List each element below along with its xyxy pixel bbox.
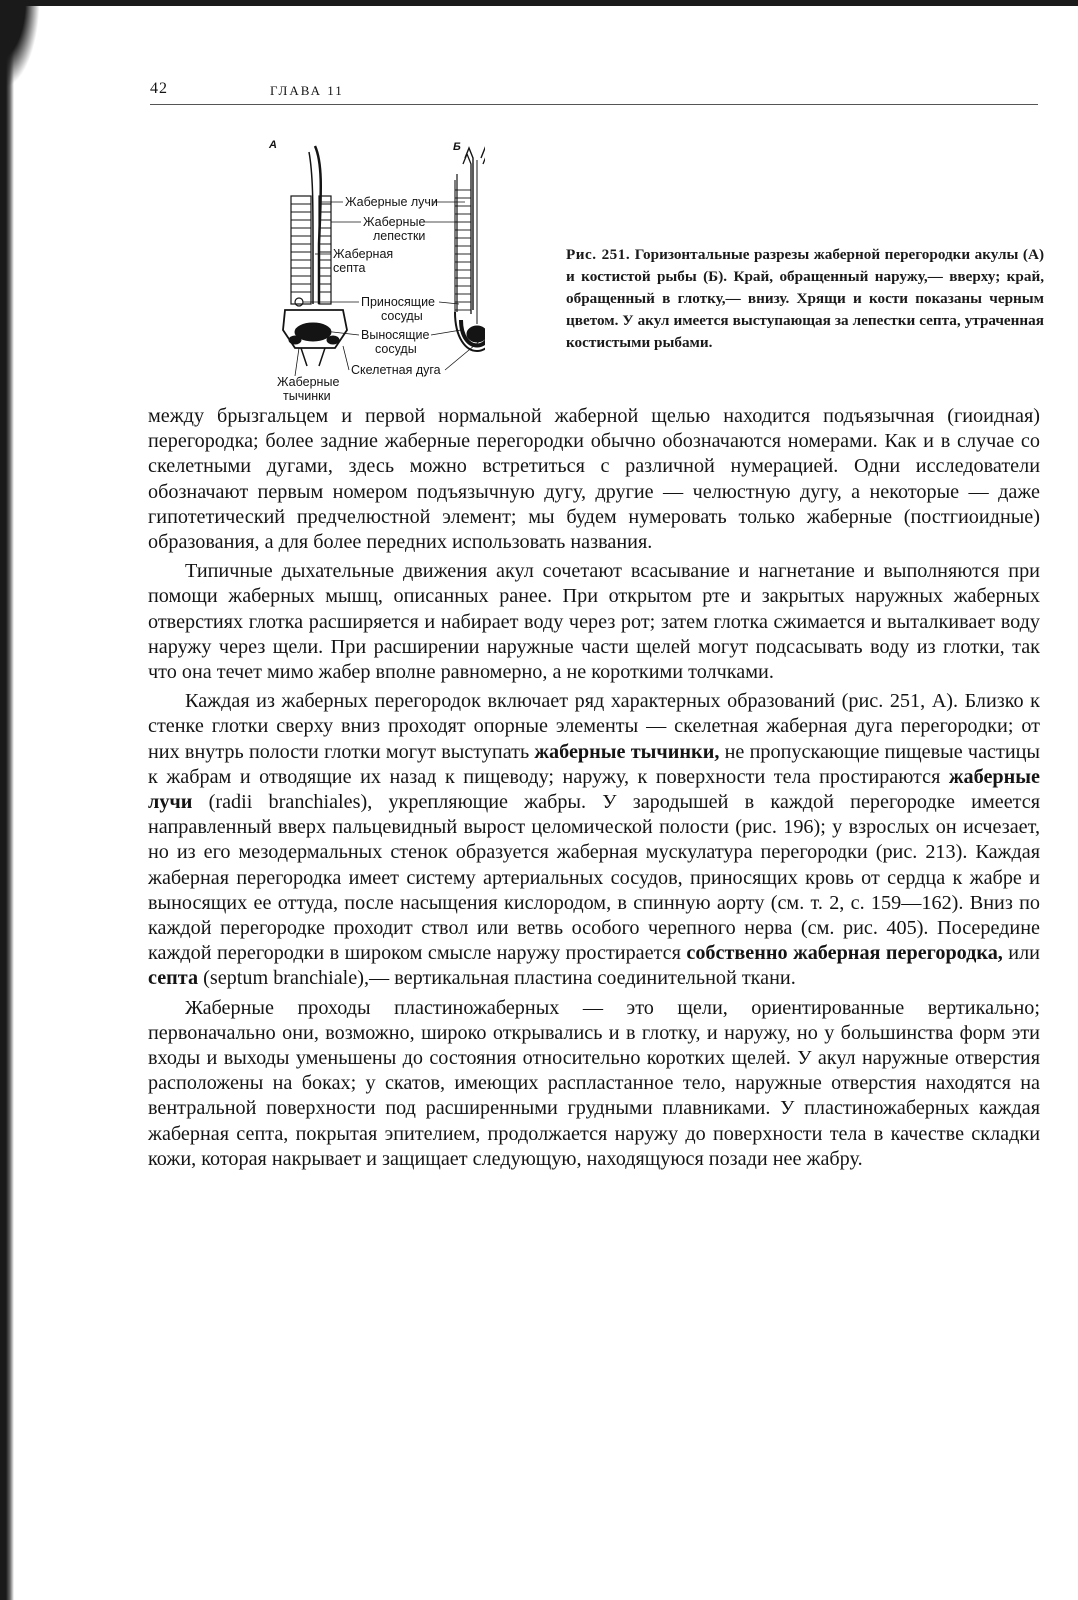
label-gill-filaments-1: Жаберные bbox=[363, 215, 426, 229]
term-gill-rays: жаберные лучи bbox=[148, 765, 1040, 814]
paragraph-3-part-d: (radii branchiales), укрепляющие жабры. У зародышей в каждой перегородке имеется направленный вверх пальцевидный вырост целомической полости (рис. 196); у взрослых он исчезает, но из его мезодермальных стенок образуется жаберная мускулатура перегородки (рис. 213). Каждая жаберная перегородка имеет систему артериальных сосудов, приносящих кровь от сердца к жабре и выносящих ее оттуда, после насыщения кислородом, в спинную аорту (см. т. 2, с. 159—162). Вниз по каждой перегородке проходит ствол или ветвь особого черепного нерва (см. рис. 405). Посередине каждой перегородки в широком смысле наружу простирается bbox=[148, 791, 1040, 965]
paragraph-4: Жаберные проходы пластиножаберных — это щели, ориентированные вертикально; первоначально они, возможно, широко открывались и в глотку, и наружу, но у большинства форм эти входы и выходы уменьшены до состояния относительно коротких щелей. У акул наружные отверстия расположены на боках; у скатов, имеющих распластанное тело, наружные отверстия находятся на вентральной поверхности под расширенными грудными плавниками. У пластиножаберных каждая жаберная септа, покрытая эпителием, продолжается наружу до поверхности тела в качестве складки кожи, которая накрывает и защищает следующую, находящуюся позади нее жабру. bbox=[148, 996, 1040, 1170]
term-gill-rakers: жаберные тычинки, bbox=[534, 740, 720, 763]
scan-edge-top bbox=[0, 0, 1078, 6]
paragraph-3-part-e: или bbox=[1002, 942, 1040, 965]
gill-septum-diagram bbox=[255, 134, 485, 404]
label-gill-filaments-2: лепестки bbox=[373, 229, 426, 243]
panel-b-figure bbox=[455, 148, 485, 351]
caption-text: Горизонтальные разрезы жаберной перегородки акулы (А) и костистой рыбы (Б). Край, обращенный наружу,— вверху; край, обращенный в глотку,— внизу. Хрящи и кости показаны черным цветом. У акул имеется выступающая за лепестки септа, утраченная костистыми рыбами. bbox=[566, 246, 1045, 351]
label-afferent-1: Приносящие bbox=[361, 295, 436, 309]
label-efferent-1: Выносящие bbox=[361, 328, 430, 342]
running-head bbox=[150, 80, 1040, 104]
term-gill-septum: собственно жаберная перегородка, bbox=[686, 942, 1003, 965]
page-number: 42 bbox=[150, 80, 168, 97]
paragraph-3-part-c: не пропускающие пищевые частицы к жабрам и отводящие их назад к пищеводу; наружу, к поверхности тела простираются bbox=[148, 740, 1040, 788]
label-septum-1: Жаберная bbox=[333, 247, 394, 261]
body-text bbox=[148, 404, 1040, 1176]
figure-caption bbox=[566, 244, 1044, 354]
term-septa: септа bbox=[148, 967, 199, 990]
label-gill-rakers-1: Жаберные bbox=[277, 375, 340, 389]
panel-b-gill bbox=[455, 154, 485, 318]
label-skeletal-arch: Скелетная дуга bbox=[351, 363, 441, 377]
paragraph-3-part-f: (septum branchiale),— вертикальная пластина соединительной ткани. bbox=[198, 967, 796, 990]
paragraph-3 bbox=[148, 689, 1040, 991]
header-rule bbox=[150, 104, 1038, 105]
label-gill-rakers-2: тычинки bbox=[283, 389, 331, 403]
paragraph-2: Типичные дыхательные движения акул сочетают всасывание и нагнетание и выполняются при помощи жаберных мышц, описанных ранее. При открытом рте и закрытых наружных жаберных отверстиях глотка расширяется и набирает воду через рот; затем глотка сжимается и выталкивает воду наружу через щели. При расширении наружные части щелей могут подсасывать воду из глотки, так что она течет мимо жабер вполне равномерно, а не короткими толчками. bbox=[148, 560, 1040, 684]
chapter-label: ГЛАВА 11 bbox=[270, 83, 344, 98]
scan-edge-left bbox=[0, 0, 14, 1600]
figure-251 bbox=[255, 134, 485, 404]
label-efferent-2: сосуды bbox=[375, 342, 417, 356]
panel-b-label: Б bbox=[453, 141, 461, 153]
scan-edge-corner bbox=[0, 0, 40, 90]
label-afferent-2: сосуды bbox=[381, 309, 423, 323]
label-gill-rays: Жаберные лучи bbox=[345, 195, 438, 209]
label-septum-2: септа bbox=[333, 261, 366, 275]
panel-a-label: А bbox=[269, 139, 277, 151]
paragraph-1: между брызгальцем и первой нормальной жаберной щелью находится подъязычная (гиоидная) перегородка; более задние жаберные перегородки обычно обозначаются номерами. Как и в случае со скелетными дугами, здесь можно встретиться с различной нумерацией. Одни исследователи обозначают первым номером подъязычную дугу, другие — челюстную дугу, а некоторые — даже гипотетический предчелюстной элемент; мы будем нумеровать только жаберные (постгиоидные) образования, а для более передних использовать названия. bbox=[148, 405, 1040, 554]
caption-figure-number: Рис. 251. bbox=[566, 246, 631, 263]
paragraph-3-part-a: Каждая из жаберных перегородок включает ряд характерных образований (рис. 251, А). Близко к стенке глотки сверху вниз проходят опорные элементы — скелетная жаберная дуга перегородки; от них внутрь полости глотки могут выступать bbox=[148, 690, 1040, 763]
